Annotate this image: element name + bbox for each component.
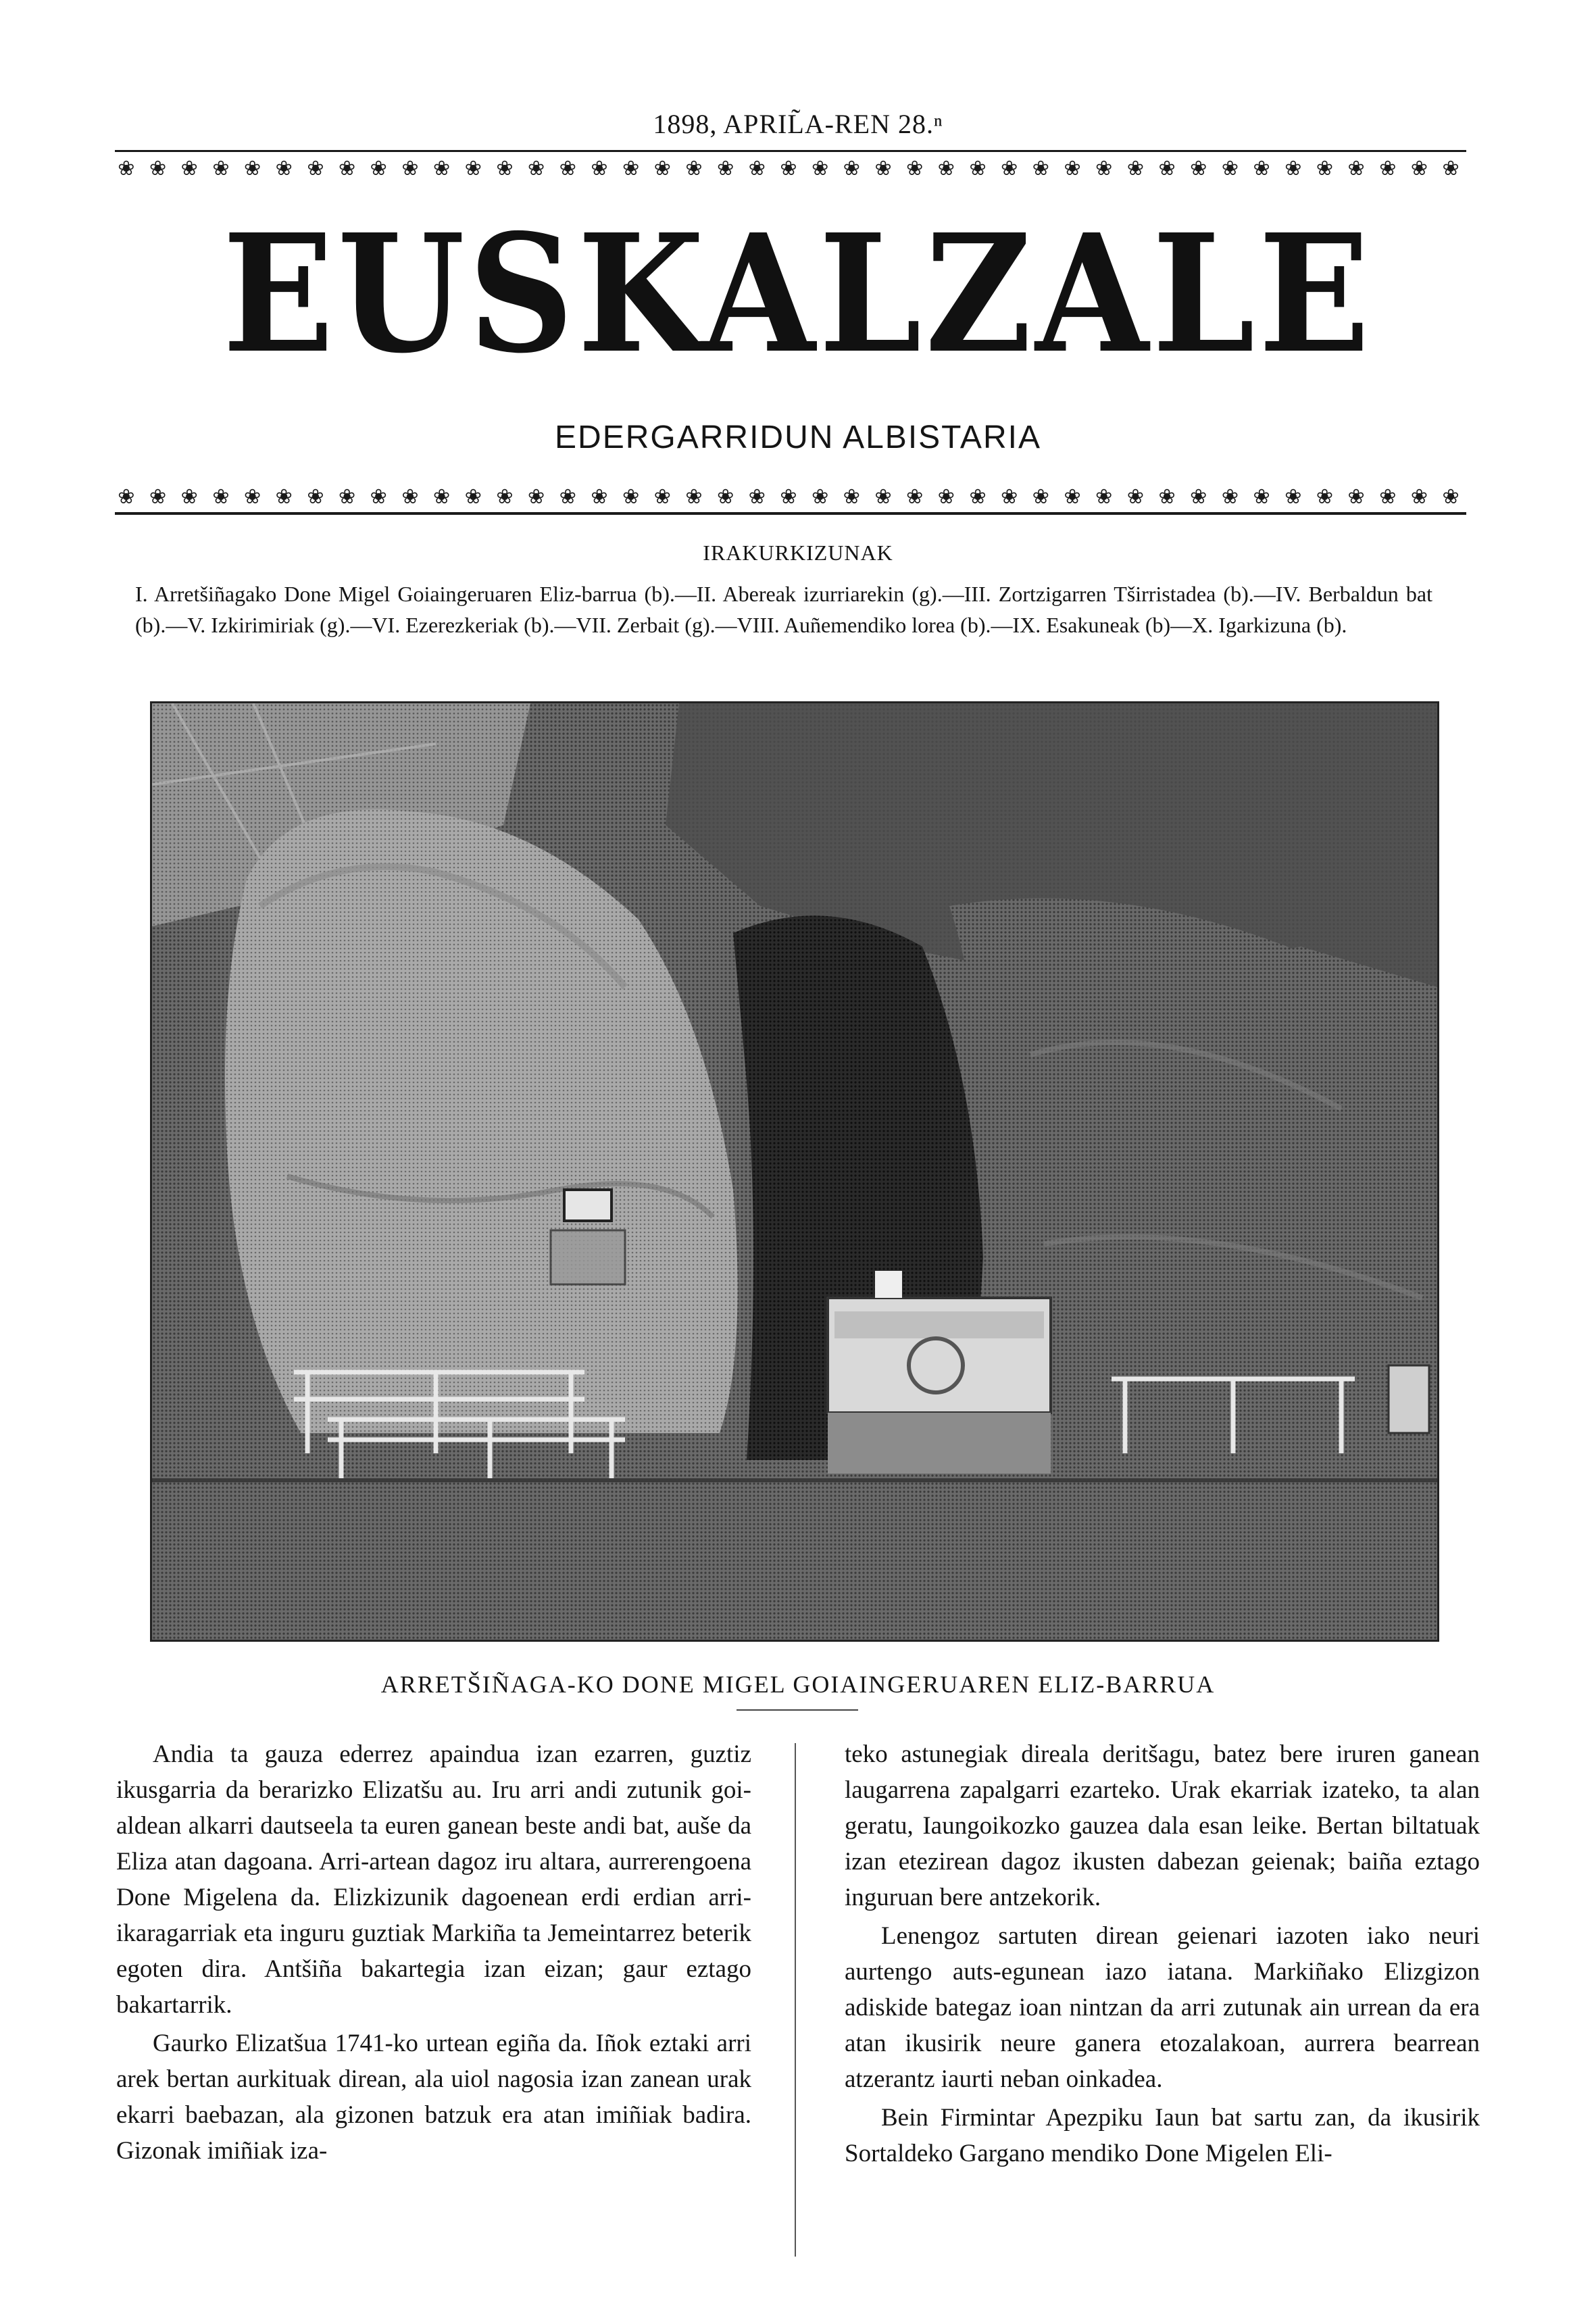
- bottom-ornament-row: [111, 484, 1470, 511]
- contents-list: I. Arretšiñagako Done Migel Goiaingeruaren Eliz-barrua (b).—II. Abereak izurriarekin (g).—III. Zortzigarren Tširristadea (b).—IV. Berbaldun bat (b).—V. Izkirimiriak (g).—VI. Ezerezkeriak (b).—VII. Zerbait (g).—VIII. Auñemendiko lorea (b).—IX. Esakuneak (b)—X. Igarkizuna (b).: [135, 582, 1432, 637]
- article-paragraph: Gaurko Elizatšua 1741-ko urtean egiña da. Iñok eztaki arri arek bertan aurkituak direan, ala uiol nagosia izan zanean urak ekarri baebazan, ala gizonen batzuk era atan imiñiak badira. Gizonak imiñiak iza-: [116, 2030, 751, 2165]
- article-paragraph: Lenengoz sartuten direan geienari iazoten iako neuri aurtengo auts-egunean iazo iatana. Markiñako Elizgizon adiskide bategaz ioan nintzan da arri zutunak ain urrean da era atan ikusirik neure ganera etozalakoan, aurrera bearrean atzerantz iaurti neban oinkadea.: [845, 1922, 1480, 2093]
- dateline: 1898, APRIL̃A-REN 28.ⁿ: [653, 109, 943, 139]
- article-left-column: [116, 1736, 751, 2171]
- article-paragraph: Andia ta gauza ederrez apaindua izan ezarren, guztiz ikusgarria da berarizko Elizatšu au. Iru arri andi zutunik goi-aldean alkarri dautseela ta euren ganean beste andi bat, auše da Eliza atan dagoana. Arri-artean dagoz iru altara, aurrerengoena Done Migelena da. Elizkizunik dagoenean erdi erdian arri-ikaragarriak eta inguru guztiak Markiña ta Jemeintarrez beterik egoten dira. Antšiña bakartegia izan eizan; gaur eztago bakartarrik.: [116, 1740, 751, 2019]
- caption-rule: [737, 1709, 858, 1711]
- masthead-bottom-rule: [115, 512, 1466, 515]
- top-rule: [115, 150, 1466, 152]
- masthead-title: EUSKALZALE: [222, 199, 1374, 389]
- photo-caption: ARRETŠIÑAGA-KO DONE MIGEL GOIAINGERUAREN ELIZ-BARRUA: [380, 1671, 1216, 1698]
- cave-church-photograph: [150, 701, 1439, 1642]
- column-divider: [795, 1743, 796, 2257]
- article-right-column: [845, 1736, 1480, 2174]
- article-paragraph: teko astunegiak direala deritšagu, batez bere iruren ganean laugarrena zapalgarri ezarteko. Urak ekarriak izateko, ta alan geratu, Iaungoikozko gauzea dala esan leike. Bertan biltatuak izan etezirean dagoz ikusten dabezan geienak; baiña eztago inguruan bere antzekorik.: [845, 1740, 1480, 1911]
- ornament-icon: ❀ ❀ ❀ ❀ ❀ ❀ ❀ ❀ ❀ ❀ ❀ ❀ ❀ ❀ ❀ ❀ ❀ ❀ ❀ ❀ ❀ ❀ ❀ ❀ ❀ ❀ ❀ ❀ ❀ ❀ ❀ ❀ ❀ ❀ ❀ ❀ ❀ ❀ ❀ ❀ ❀ ❀ ❀: [118, 485, 1464, 509]
- masthead-subtitle: EDERGARRIDUN ALBISTARIA: [555, 420, 1041, 455]
- article-paragraph: Bein Firmintar Apezpiku Iaun bat sartu zan, da ikusirik Sortaldeko Gargano mendiko Done Migelen Eli-: [845, 2104, 1480, 2167]
- ornament-icon: ❀ ❀ ❀ ❀ ❀ ❀ ❀ ❀ ❀ ❀ ❀ ❀ ❀ ❀ ❀ ❀ ❀ ❀ ❀ ❀ ❀ ❀ ❀ ❀ ❀ ❀ ❀ ❀ ❀ ❀ ❀ ❀ ❀ ❀ ❀ ❀ ❀ ❀ ❀ ❀ ❀ ❀ ❀: [118, 157, 1464, 180]
- top-ornament-row: [111, 155, 1470, 182]
- contents-heading: IRAKURKIZUNAK: [703, 540, 893, 565]
